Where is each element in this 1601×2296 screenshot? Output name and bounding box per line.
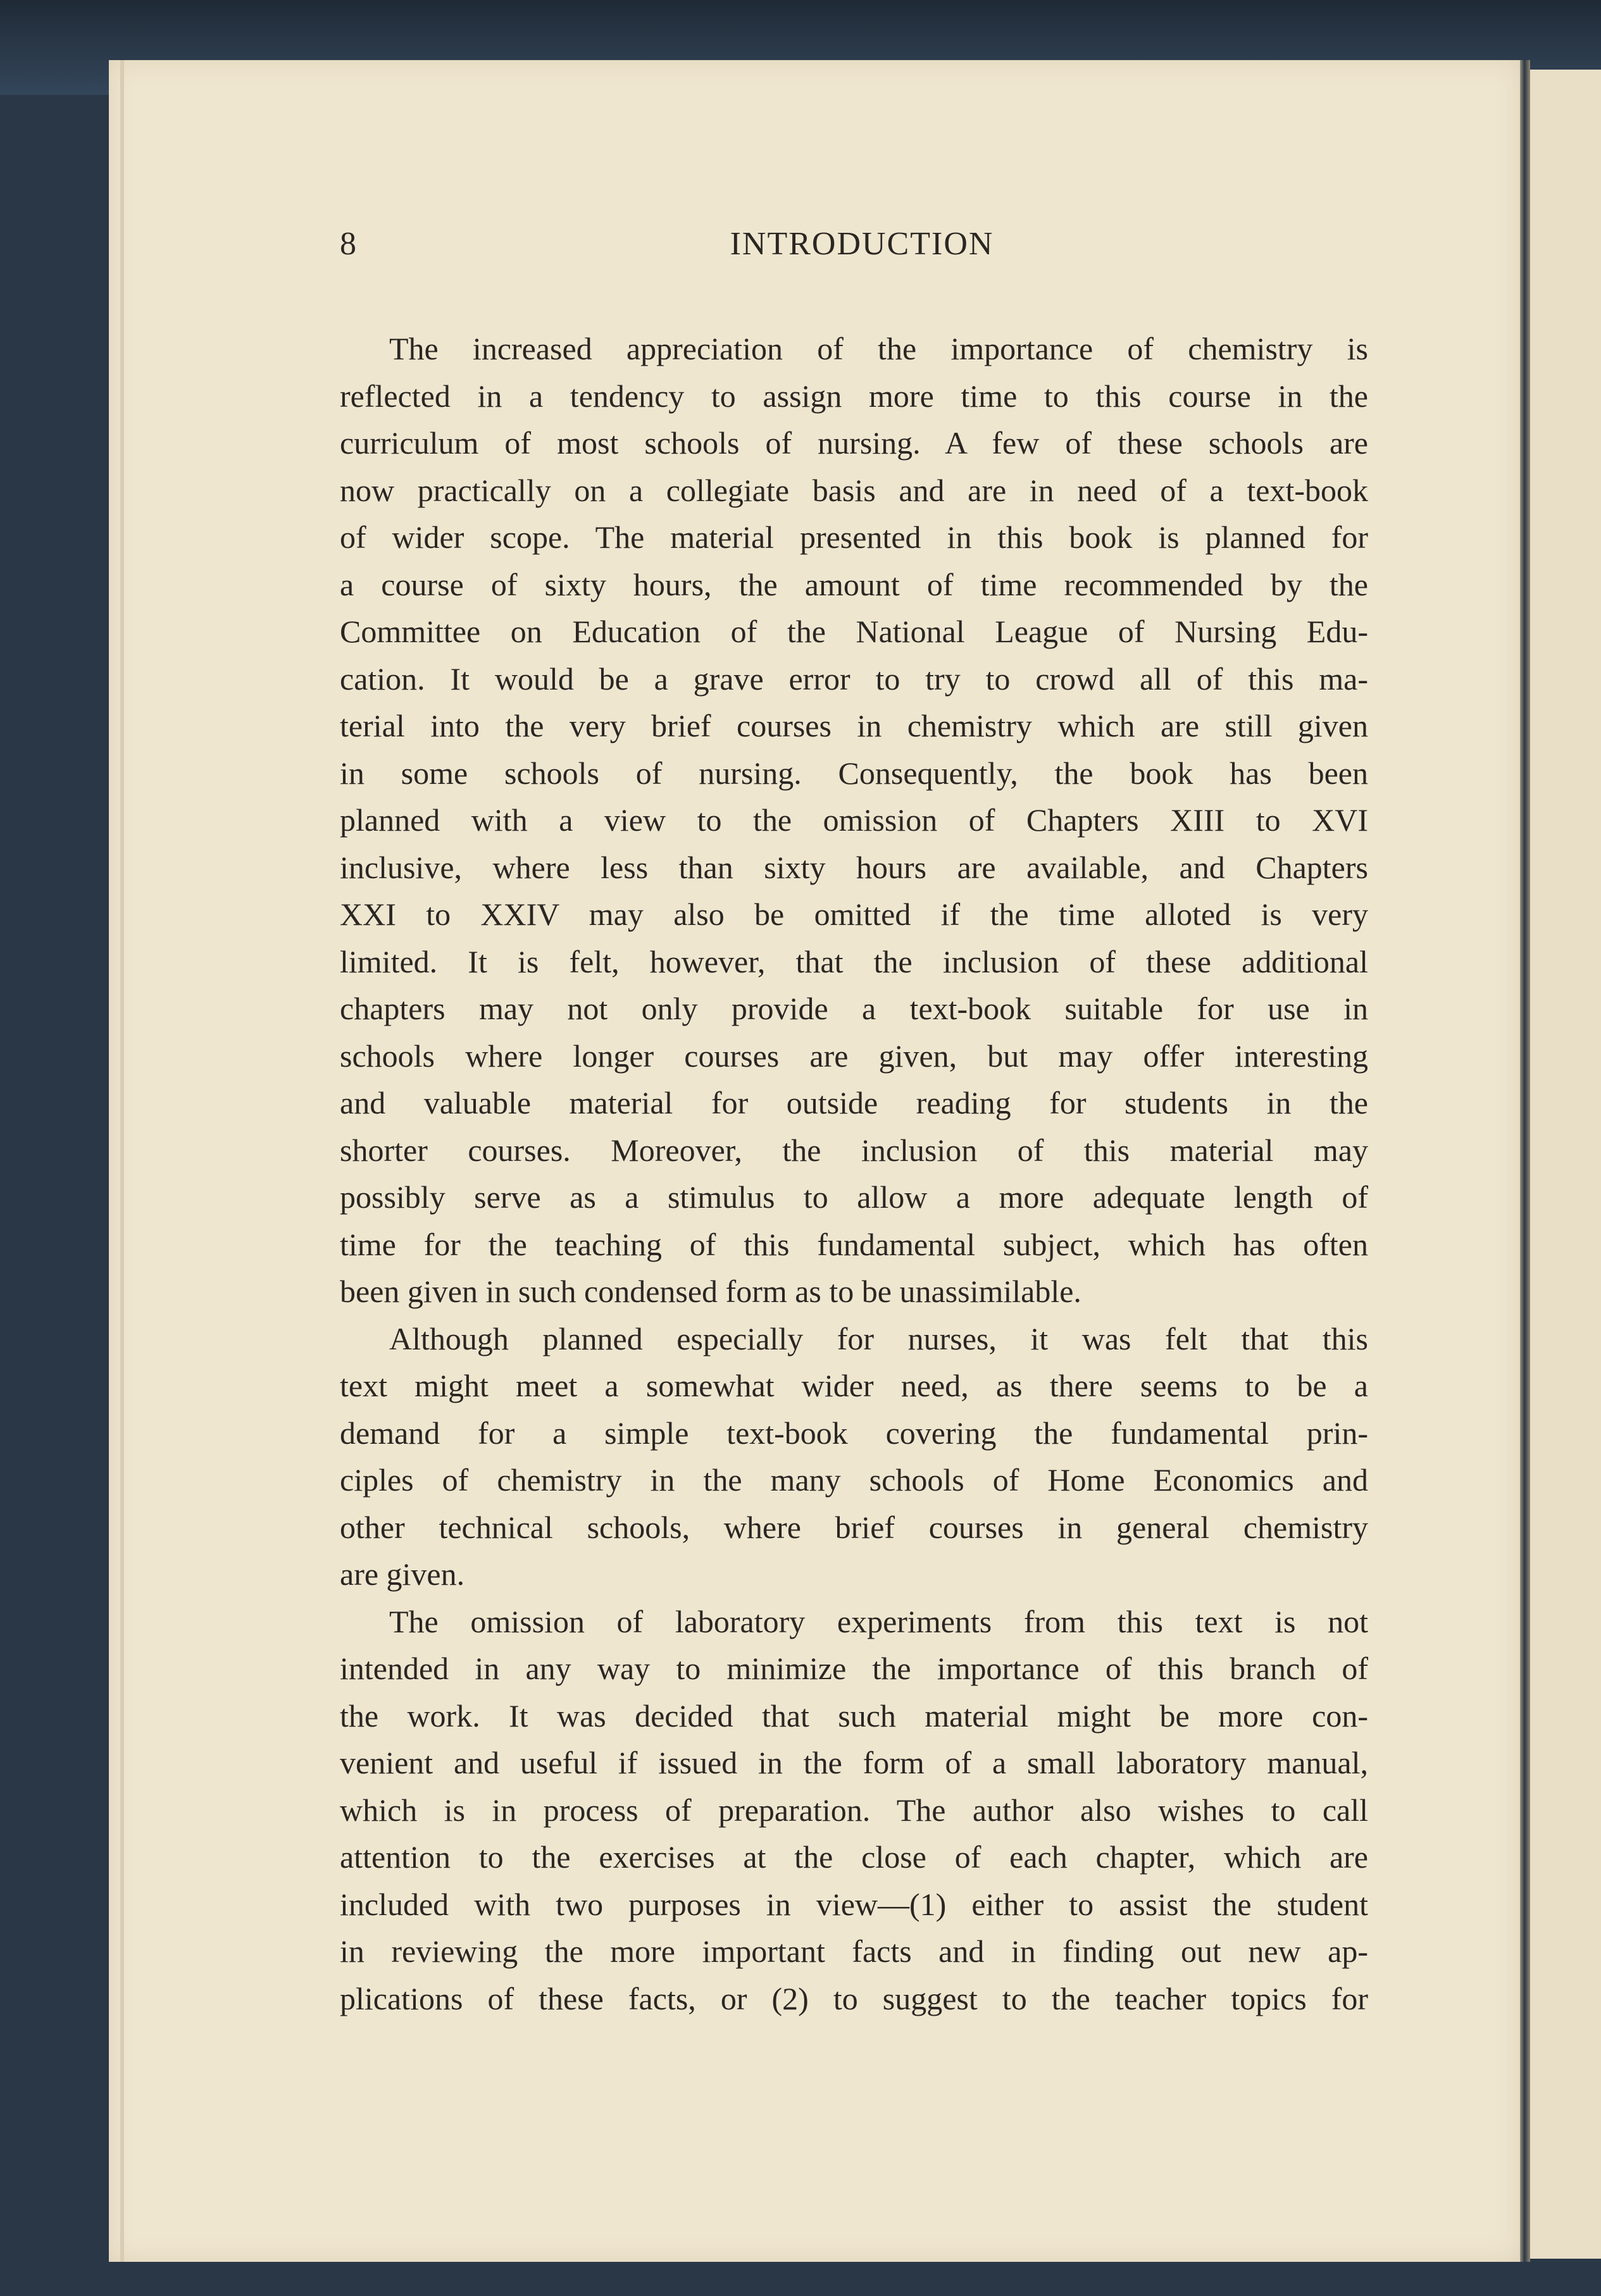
text-line: curriculum of most schools of nursing. A few of these schools are <box>340 425 1368 461</box>
text-line: other technical schools, where brief courses in general chemistry <box>340 1509 1368 1545</box>
text-line: XXI to XXIV may also be omitted if the time alloted is very <box>340 897 1368 932</box>
text-line: are given. <box>340 1556 465 1592</box>
text-line: cation. It would be a grave error to try to crowd all of this ma- <box>340 661 1368 697</box>
text-line: time for the teaching of this fundamental subject, which has often <box>340 1226 1368 1262</box>
book-gutter <box>1519 60 1530 2262</box>
text-line: possibly serve as a stimulus to allow a more adequate length of <box>340 1179 1368 1215</box>
text-line: chapters may not only provide a text-book suitable for use in <box>340 991 1368 1026</box>
running-title: INTRODUCTION <box>730 226 994 262</box>
text-line: Although planned especially for nurses, it was felt that this <box>389 1320 1368 1356</box>
text-line: reflected in a tendency to assign more time to this course in the <box>340 378 1368 414</box>
paragraph <box>340 1598 1368 2023</box>
text-line: now practically on a collegiate basis and are in need of a text-book <box>340 472 1368 508</box>
text-line: demand for a simple text-book covering the fundamental prin- <box>340 1415 1368 1451</box>
text-line: text might meet a somewhat wider need, as there seems to be a <box>340 1368 1368 1403</box>
text-line: plications of these facts, or (2) to suggest to the teacher topics for <box>340 1980 1368 2016</box>
text-line: a course of sixty hours, the amount of time recommended by the <box>340 566 1368 602</box>
text-line: The omission of laboratory experiments from this text is not <box>389 1603 1368 1639</box>
text-line: and valuable material for outside reading for students in the <box>340 1085 1368 1120</box>
text-line: in some schools of nursing. Consequently, the book has been <box>340 755 1368 791</box>
text-line: which is in process of preparation. The author also wishes to call <box>340 1792 1368 1828</box>
text-line: planned with a view to the omission of Chapters XIII to XVI <box>340 802 1368 838</box>
page-number: 8 <box>340 226 356 262</box>
text-line: been given in such condensed form as to be unassimilable. <box>340 1274 1081 1309</box>
facing-page-edge <box>1525 70 1601 2259</box>
text-line: intended in any way to minimize the importance of this branch of <box>340 1651 1368 1686</box>
text-line: ciples of chemistry in the many schools of Home Economics and <box>340 1462 1368 1498</box>
page-header <box>340 225 1368 273</box>
text-line: schools where longer courses are given, but may offer interesting <box>340 1038 1368 1074</box>
text-line: shorter courses. Moreover, the inclusion of this material may <box>340 1132 1368 1168</box>
text-line: included with two purposes in view—(1) either to assist the student <box>340 1886 1368 1922</box>
text-line: of wider scope. The material presented in this book is planned for <box>340 519 1368 555</box>
text-line: terial into the very brief courses in chemistry which are still given <box>340 708 1368 743</box>
text-line: inclusive, where less than sixty hours are available, and Chapters <box>340 849 1368 885</box>
text-line: venient and useful if issued in the form of a small laboratory manual, <box>340 1745 1368 1780</box>
text-line: attention to the exercises at the close of each chapter, which are <box>340 1839 1368 1875</box>
text-line: the work. It was decided that such material might be more con- <box>340 1697 1368 1734</box>
paragraph <box>340 1315 1368 1598</box>
text-line: Committee on Education of the National League of Nursing Edu- <box>340 614 1368 649</box>
body-text <box>340 325 1368 2022</box>
text-line: in reviewing the more important facts and in finding out new ap- <box>340 1933 1368 1969</box>
paragraph <box>340 325 1368 1315</box>
page-edge-line <box>120 60 124 2262</box>
text-line: The increased appreciation of the importance of chemistry is <box>389 331 1368 366</box>
text-line: limited. It is felt, however, that the inclusion of these additional <box>340 943 1368 979</box>
